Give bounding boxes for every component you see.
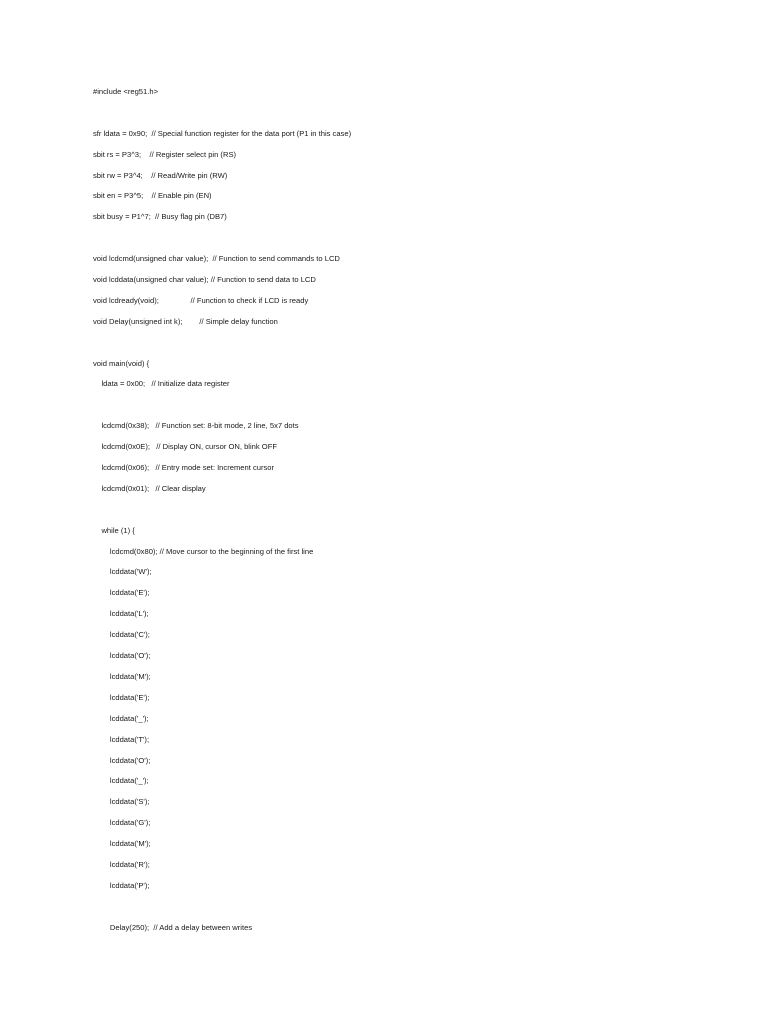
code-line bbox=[93, 503, 733, 524]
code-line: lcddata('L'); bbox=[93, 609, 149, 619]
code-line: lcdcmd(0x01); // Clear display bbox=[93, 483, 206, 493]
code-line: lcddata('M'); bbox=[93, 671, 151, 681]
code-line: lcddata('M'); bbox=[93, 839, 151, 849]
code-line: sfr ldata = 0x90; // Special function register for the data port (P1 in this case) bbox=[93, 128, 352, 138]
code-line: sbit busy = P1^7; // Busy flag pin (DB7) bbox=[93, 212, 227, 222]
code-line: #include <reg51.h> bbox=[93, 87, 159, 96]
code-line: lcddata('_'); bbox=[93, 776, 149, 786]
code-line: ldata = 0x00; // Initialize data register bbox=[93, 379, 230, 389]
code-line bbox=[93, 106, 733, 127]
code-line: lcdcmd(0x06); // Entry mode set: Increment cursor bbox=[93, 463, 275, 473]
code-line bbox=[93, 336, 733, 357]
code-line: lcdcmd(0x0E); // Display ON, cursor ON, blink OFF bbox=[93, 442, 277, 452]
code-line: void lcdcmd(unsigned char value); // Function to send commands to LCD bbox=[93, 254, 340, 264]
code-line: lcddata('G'); bbox=[93, 818, 151, 828]
code-line: lcddata('T'); bbox=[93, 734, 150, 744]
code-line: lcddata('_'); bbox=[93, 713, 149, 723]
code-line: void lcddata(unsigned char value); // Function to send data to LCD bbox=[93, 275, 316, 285]
code-line bbox=[93, 900, 733, 921]
code-line: lcddata('C'); bbox=[93, 630, 150, 640]
code-line: lcddata('R'); bbox=[93, 859, 150, 869]
code-line: sbit en = P3^5; // Enable pin (EN) bbox=[93, 191, 212, 201]
code-line: lcdcmd(0x38); // Function set: 8-bit mode, 2 line, 5x7 dots bbox=[93, 421, 299, 431]
code-line: lcddata('W'); bbox=[93, 567, 152, 577]
code-line: void Delay(unsigned int k); // Simple delay function bbox=[93, 316, 278, 326]
code-line: lcddata('O'); bbox=[93, 755, 151, 765]
code-line: void main(void) { bbox=[93, 358, 150, 368]
code-line: lcdcmd(0x80); // Move cursor to the beginning of the first line bbox=[93, 546, 314, 556]
code-line: lcddata('E'); bbox=[93, 588, 150, 598]
code-line: lcddata('S'); bbox=[93, 797, 150, 807]
code-line: lcddata('O'); bbox=[93, 651, 151, 661]
code-line: lcddata('E'); bbox=[93, 692, 150, 702]
code-line: void lcdready(void); // Function to check if LCD is ready bbox=[93, 295, 309, 305]
code-line bbox=[93, 398, 733, 419]
code-line bbox=[93, 231, 733, 252]
code-line: sbit rw = P3^4; // Read/Write pin (RW) bbox=[93, 170, 228, 180]
code-line: lcddata('P'); bbox=[93, 880, 150, 890]
code-line: sbit rs = P3^3; // Register select pin (RS) bbox=[93, 149, 237, 159]
code-line: Delay(250); // Add a delay between writes bbox=[93, 922, 253, 932]
code-listing bbox=[93, 85, 733, 942]
code-line: while (1) { bbox=[93, 525, 135, 535]
